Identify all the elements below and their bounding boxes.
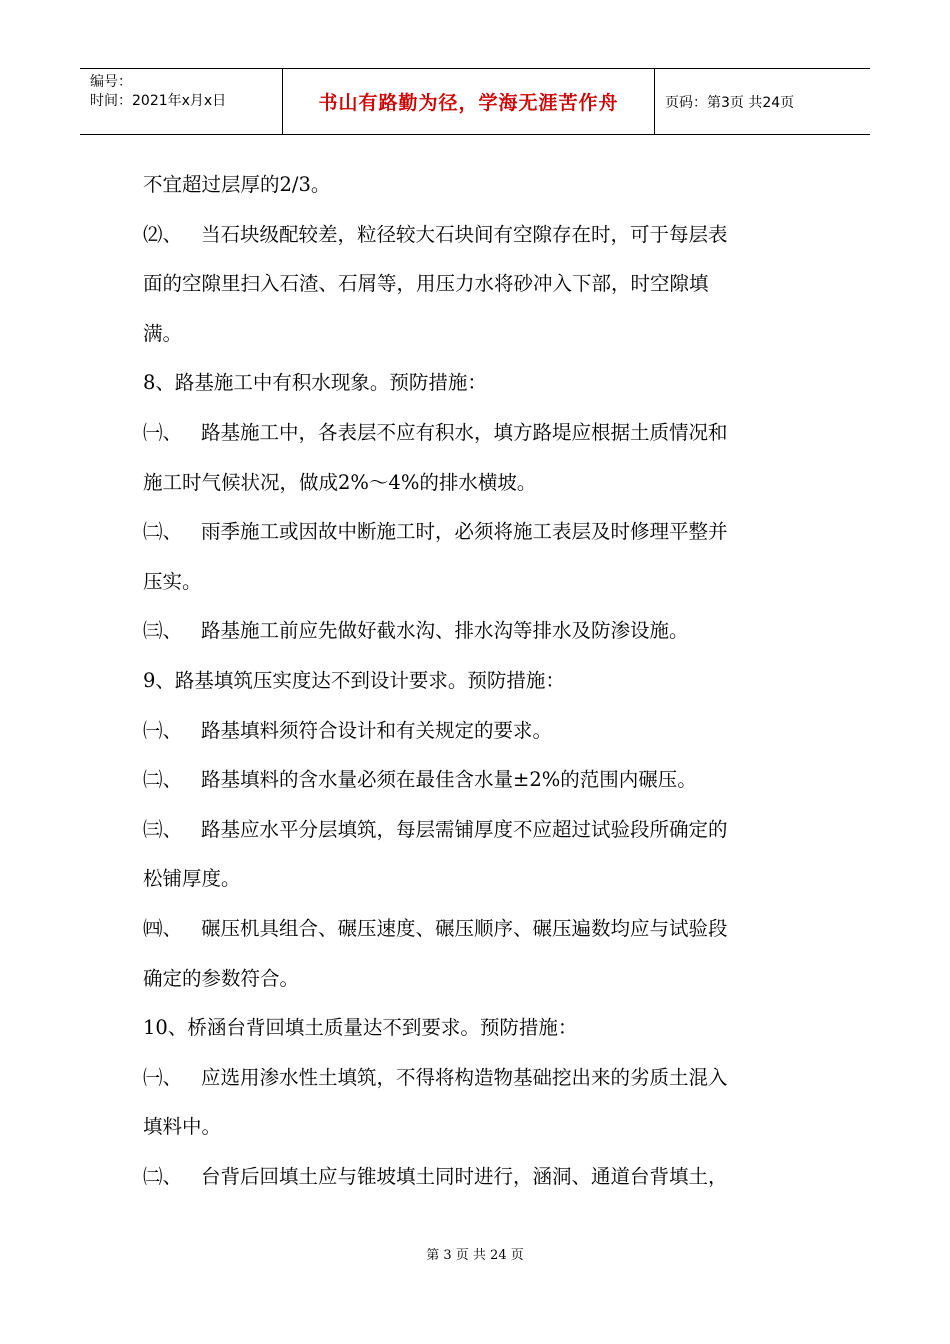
- list-marker: ㈡、: [143, 520, 183, 544]
- text-line: [143, 358, 823, 408]
- list-marker: ㈡、: [143, 768, 183, 792]
- text-line: [143, 309, 823, 359]
- text-line: [143, 706, 823, 756]
- text-line: [143, 805, 823, 855]
- line-text: 满。: [143, 321, 183, 345]
- document-body: [143, 160, 823, 1201]
- list-marker: ㈣、: [143, 916, 183, 940]
- header-page-cell: [655, 69, 870, 134]
- text-line: [143, 210, 823, 260]
- text-line: [143, 557, 823, 607]
- line-text: 面的空隙里扫入石渣、石屑等，用压力水将砂冲入下部，时空隙填: [143, 272, 709, 296]
- line-text: 压实。: [143, 569, 202, 593]
- list-marker: ⑵、: [143, 222, 183, 246]
- line-text: 路基施工中，各表层不应有积水，填方路堤应根据土质情况和: [201, 420, 728, 444]
- text-line: [143, 656, 823, 706]
- time-label: 时间：2021年x月x日: [90, 93, 227, 109]
- line-text: 路基填料的含水量必须在最佳含水量±2%的范围内碾压。: [201, 768, 697, 792]
- list-marker: ㈠、: [143, 420, 183, 444]
- text-line: [143, 1003, 823, 1053]
- list-marker: ㈠、: [143, 1065, 183, 1089]
- text-line: [143, 1152, 823, 1202]
- page-header: [80, 68, 870, 135]
- page-footer: [0, 1244, 950, 1263]
- text-line: [143, 755, 823, 805]
- text-line: [143, 854, 823, 904]
- text-line: [143, 1053, 823, 1103]
- text-line: [143, 904, 823, 954]
- text-line: [143, 606, 823, 656]
- text-line: [143, 408, 823, 458]
- line-text: 松铺厚度。: [143, 867, 241, 891]
- line-text: 雨季施工或因故中断施工时，必须将施工表层及时修理平整并: [201, 520, 728, 544]
- header-motto-cell: [283, 69, 655, 134]
- line-text: 10、桥涵台背回填土质量达不到要求。预防措施：: [143, 1016, 578, 1040]
- motto-text: 书山有路勤为径，学海无涯苦作舟: [318, 92, 619, 114]
- line-text: 路基填料须符合设计和有关规定的要求。: [201, 718, 553, 742]
- line-text: 8、路基施工中有积水现象。预防措施：: [143, 371, 487, 395]
- list-marker: ㈡、: [143, 1164, 183, 1188]
- text-line: [143, 458, 823, 508]
- header-meta-cell: [80, 69, 283, 134]
- text-line: [143, 1102, 823, 1152]
- text-line: [143, 259, 823, 309]
- line-text: 应选用渗水性土填筑，不得将构造物基础挖出来的劣质土混入: [201, 1065, 728, 1089]
- list-marker: ㈢、: [143, 619, 183, 643]
- page-info: 页码：第3页 共24页: [665, 94, 795, 111]
- line-text: 台背后回填土应与锥坡填土同时进行，涵洞、通道台背填土，: [201, 1164, 728, 1188]
- list-marker: ㈠、: [143, 718, 183, 742]
- line-text: 9、路基填筑压实度达不到设计要求。预防措施：: [143, 668, 565, 692]
- code-label: 编号：: [90, 74, 132, 90]
- line-text: 确定的参数符合。: [143, 966, 300, 990]
- footer-page-number: 第 3 页 共 24 页: [426, 1248, 524, 1263]
- text-line: [143, 160, 823, 210]
- line-text: 路基施工前应先做好截水沟、排水沟等排水及防渗设施。: [201, 619, 689, 643]
- text-line: [143, 507, 823, 557]
- line-text: 路基应水平分层填筑，每层需铺厚度不应超过试验段所确定的: [201, 817, 728, 841]
- line-text: 填料中。: [143, 1115, 222, 1139]
- line-text: 碾压机具组合、碾压速度、碾压顺序、碾压遍数均应与试验段: [201, 916, 728, 940]
- text-line: [143, 954, 823, 1004]
- line-text: 当石块级配较差，粒径较大石块间有空隙存在时，可于每层表: [201, 222, 728, 246]
- line-text: 施工时气候状况，做成2%～4%的排水横坡。: [143, 470, 537, 494]
- line-text: 不宜超过层厚的2/3。: [143, 173, 331, 196]
- list-marker: ㈢、: [143, 817, 183, 841]
